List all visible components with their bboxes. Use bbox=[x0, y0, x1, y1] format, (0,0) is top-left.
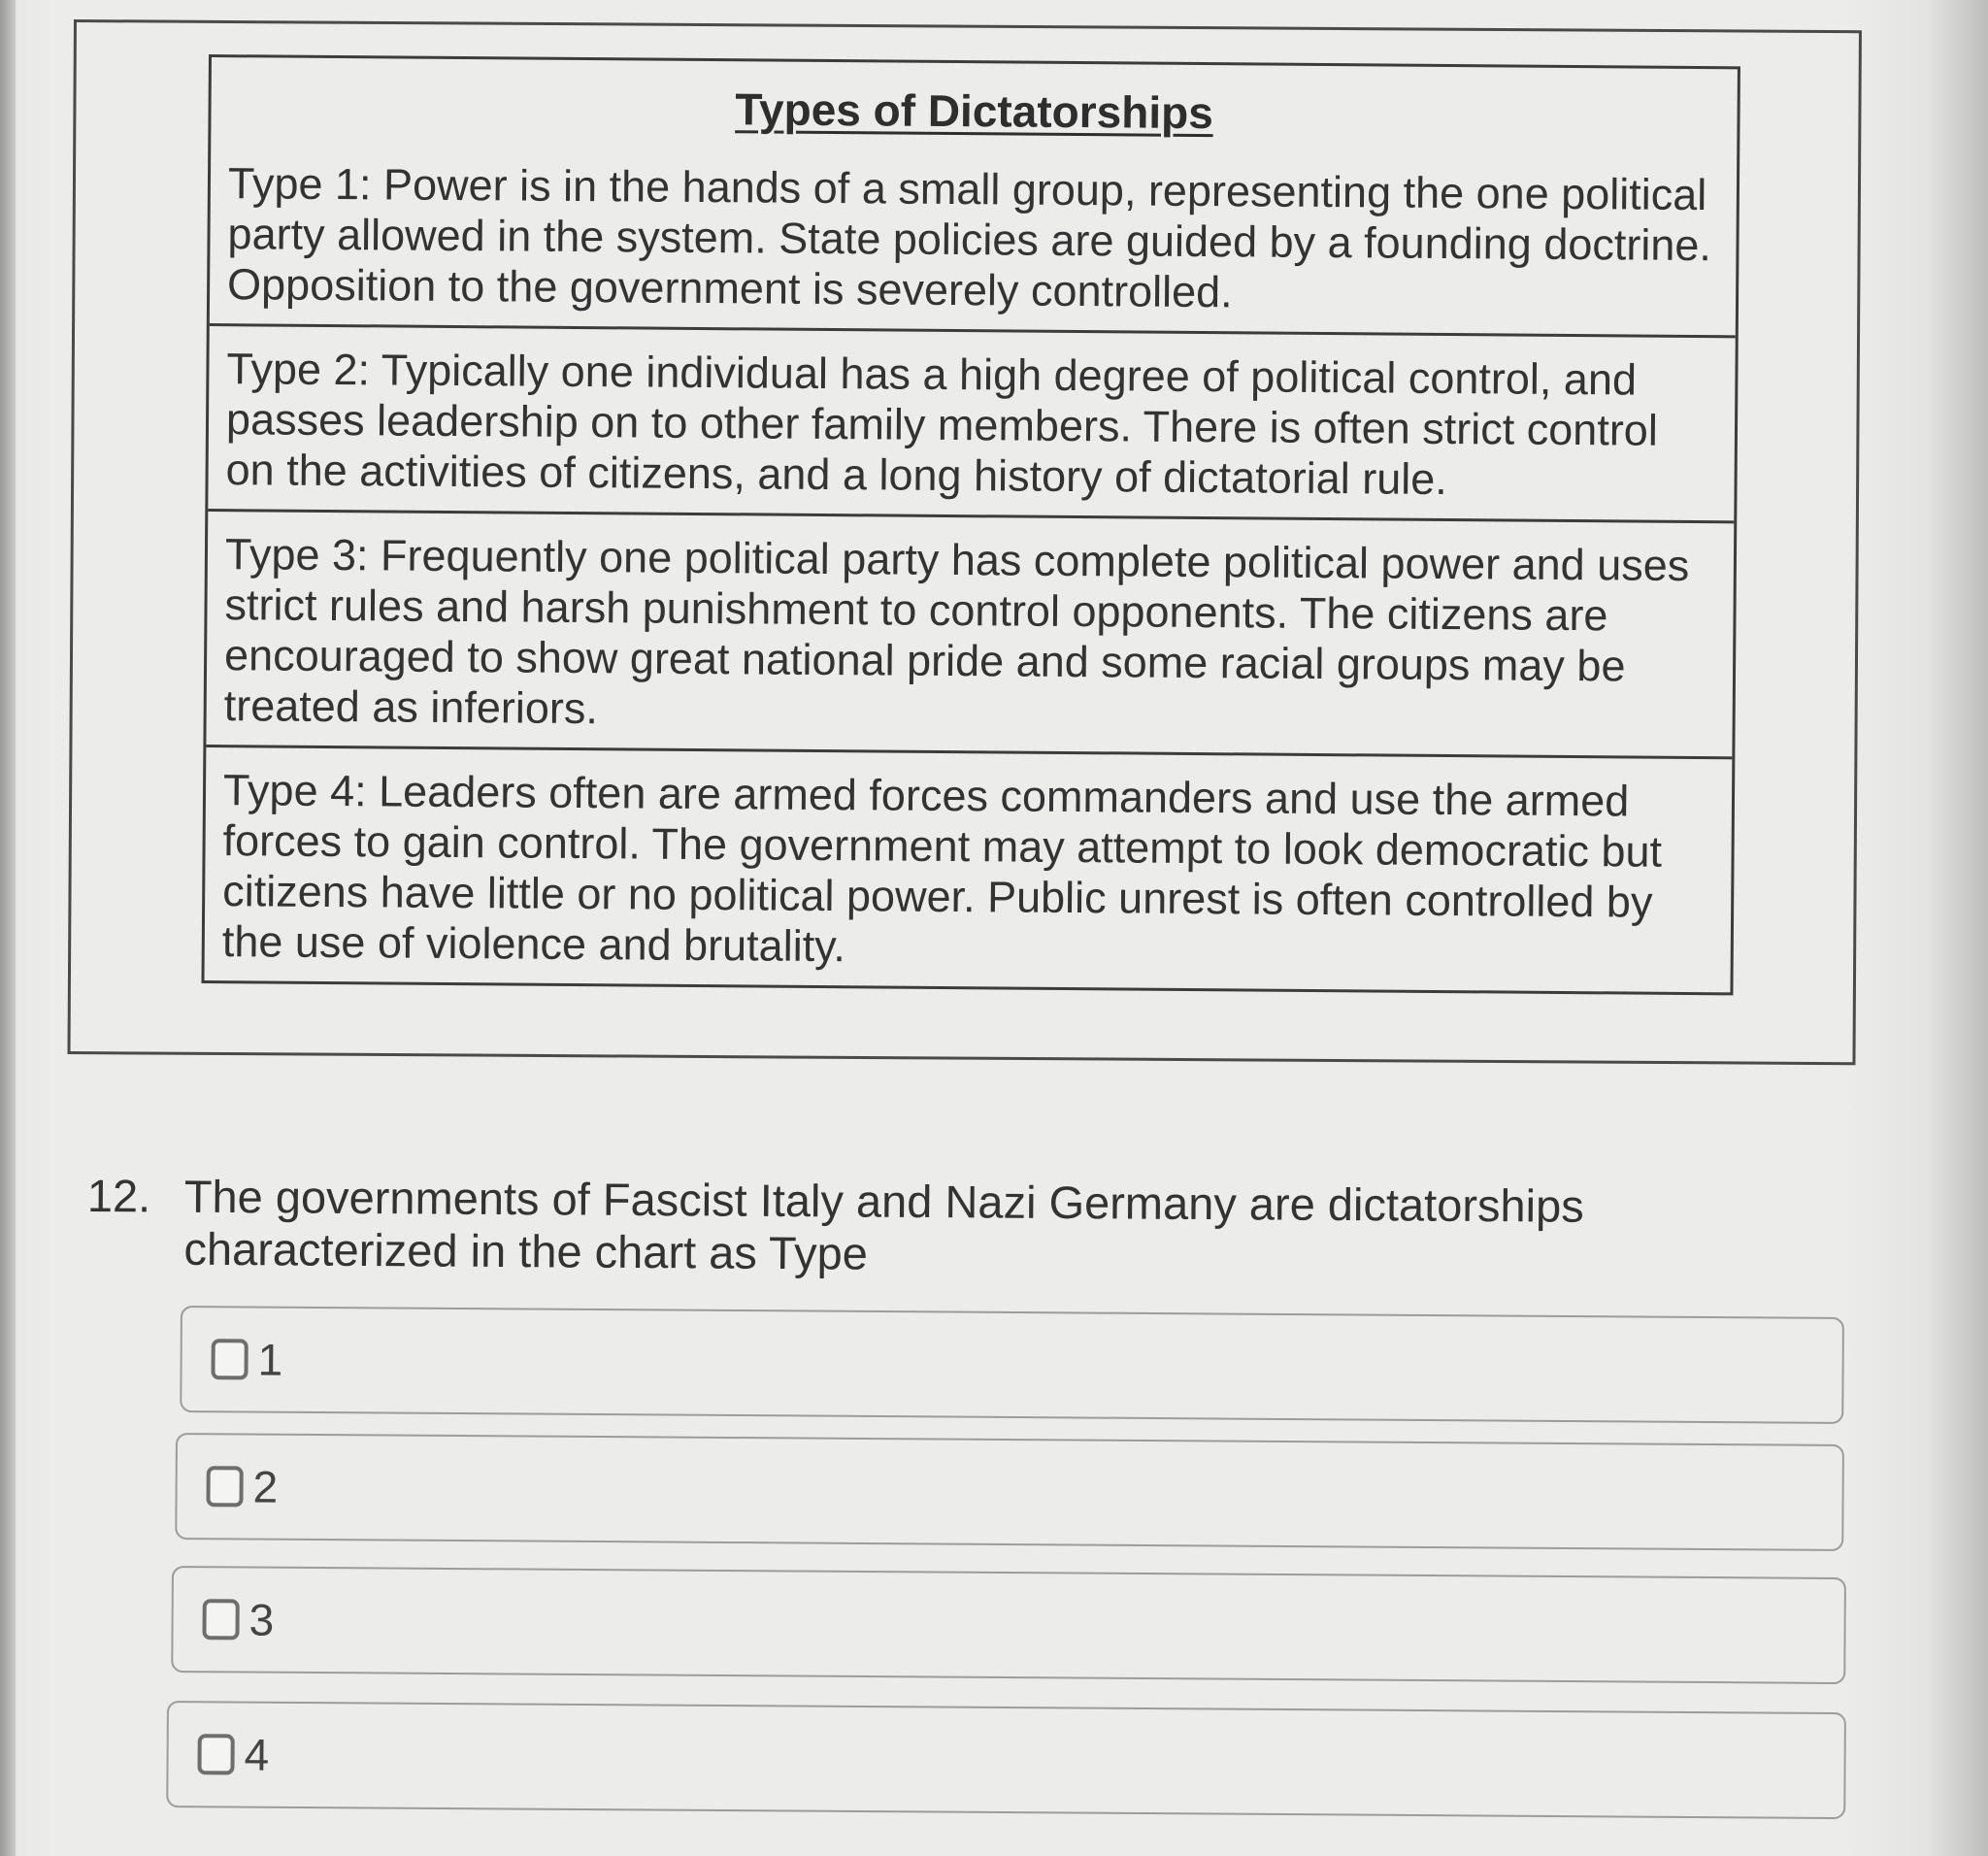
question-number: 12. bbox=[86, 1170, 151, 1222]
answer-option-label: 4 bbox=[244, 1729, 270, 1780]
type-4-description: Type 4: Leaders often are armed forces commanders and use the armed forces to gain control. The government may attempt to look democratic but citizens have little or no political power. Public unrest is often controlled by the use of violence and brutality. bbox=[221, 765, 1663, 972]
chart-title: Types of Dictatorships bbox=[735, 83, 1213, 139]
answer-option-label: 3 bbox=[248, 1594, 275, 1645]
answer-option-3[interactable] bbox=[171, 1566, 1846, 1684]
page-right-shadow bbox=[1930, 0, 1988, 1856]
answer-option-1[interactable] bbox=[180, 1306, 1844, 1424]
answer-option-2[interactable] bbox=[175, 1433, 1844, 1551]
page-left-edge bbox=[0, 0, 16, 1856]
checkbox-icon[interactable] bbox=[197, 1734, 234, 1774]
type-1-description: Type 1: Power is in the hands of a small group, representing the one political party allowed in the system. State policies are guided by a founding doctrine. Opposition to the government is severely controlled. bbox=[210, 139, 1737, 338]
question-text: The governments of Fascist Italy and Nazi Germany are dictatorships characterized in the chart as Type bbox=[183, 1170, 1584, 1279]
checkbox-icon[interactable] bbox=[211, 1339, 248, 1379]
chart-title-row bbox=[211, 57, 1738, 150]
checkbox-icon[interactable] bbox=[206, 1466, 243, 1507]
type-3-description: Type 3: Frequently one political party has complete political power and uses strict rules and harsh punishment to control opponents. The citizens are encouraged to show great national pride and some racial groups may be treated as inferiors. bbox=[206, 512, 1734, 759]
dictatorships-chart bbox=[201, 54, 1740, 995]
checkbox-icon[interactable] bbox=[202, 1599, 239, 1640]
answer-option-4[interactable] bbox=[166, 1701, 1846, 1819]
answer-option-label: 1 bbox=[257, 1334, 283, 1385]
answer-option-label: 2 bbox=[252, 1461, 279, 1512]
type-2-description: Type 2: Typically one individual has a high degree of political control, and passes leadership on to other family members. There is often strict control on the activities of citizens, and a long history of dictatorial rule. bbox=[208, 326, 1735, 523]
question-12 bbox=[86, 1170, 1738, 1286]
